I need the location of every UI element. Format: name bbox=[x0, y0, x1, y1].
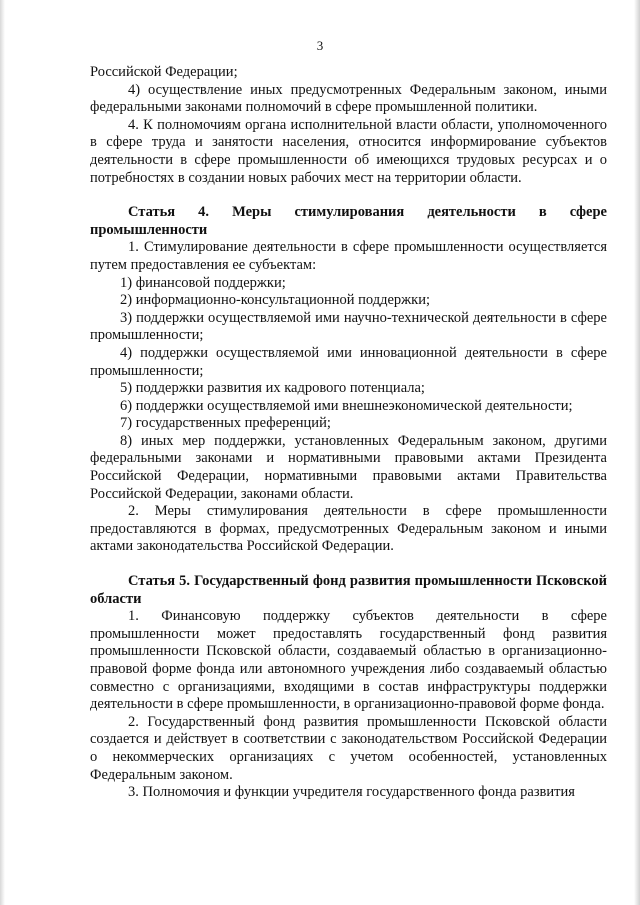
list-item: 4) поддержки осуществляемой ими инновационной деятельности в сфере промышленности; bbox=[90, 344, 607, 379]
list-item: 6) поддержки осуществляемой ими внешнеэкономической деятельности; bbox=[120, 397, 573, 414]
scan-right-edge bbox=[634, 0, 640, 905]
list-item: 8) иных мер поддержки, установленных Федеральным законом, другими федеральными законами и нормативными правовыми актами Президента Российской Федерации, нормативными правовыми актами Правительства Российской Федерации, законами области. bbox=[90, 432, 607, 502]
paragraph: 1. Финансовую поддержку субъектов деятельности в сфере промышленности может предоставлять государственный фонд развития промышленности Псковской области, создаваемый областью в организационно-правовой форме фонда или автономного учреждения либо создаваемый областью совместно с организациями, входящими в состав инфраструктуры поддержки деятельности в сфере промышленности, в организационно-правовой форме фонда. bbox=[90, 608, 607, 713]
paragraph: 4. К полномочиям органа исполнительной власти области, уполномоченного в сфере труда и занятости населения, относится информирование субъектов деятельности в сфере промышленности об имеющихся трудовых ресурсах и о потребностях в создании новых рабочих мест на территории области. bbox=[90, 116, 607, 186]
scan-left-edge bbox=[0, 0, 5, 905]
paragraph: 4) осуществление иных предусмотренных Федеральным законом, иными федеральными законами полномочий в сфере промышленной политики. bbox=[90, 81, 607, 116]
paragraph: Российской Федерации; bbox=[90, 64, 238, 80]
list-item: 2) информационно-консультационной поддержки; bbox=[120, 292, 431, 309]
list-item: 7) государственных преференций; bbox=[120, 415, 331, 432]
list-item: 1) финансовой поддержки; bbox=[120, 274, 286, 291]
article-5-heading: Статья 5. Государственный фонд развития промышленности Псковской области bbox=[90, 573, 607, 607]
article-4-heading: Статья 4. Меры стимулирования деятельности в сфере промышленности bbox=[90, 204, 607, 238]
page-number: 3 bbox=[316, 38, 324, 53]
paragraph: 2. Меры стимулирования деятельности в сфере промышленности предоставляются в формах, предусмотренных Федеральным законом и иными актами законодательства Российской Федерации. bbox=[90, 503, 607, 555]
paragraph: 1. Стимулирование деятельности в сфере промышленности осуществляется путем предоставления ее субъектам: bbox=[90, 239, 607, 273]
document-body bbox=[90, 64, 607, 802]
list-item: 5) поддержки развития их кадрового потенциала; bbox=[120, 380, 425, 397]
paragraph: 2. Государственный фонд развития промышленности Псковской области создается и действует в соответствии с законодательством Российской Федерации о некоммерческих организациях с учетом особенностей, установленных Федеральным законом. bbox=[90, 713, 607, 783]
paragraph: 3. Полномочия и функции учредителя государственного фонда развития bbox=[128, 784, 575, 801]
list-item: 3) поддержки осуществляемой ими научно-технической деятельности в сфере промышленности; bbox=[90, 309, 607, 344]
